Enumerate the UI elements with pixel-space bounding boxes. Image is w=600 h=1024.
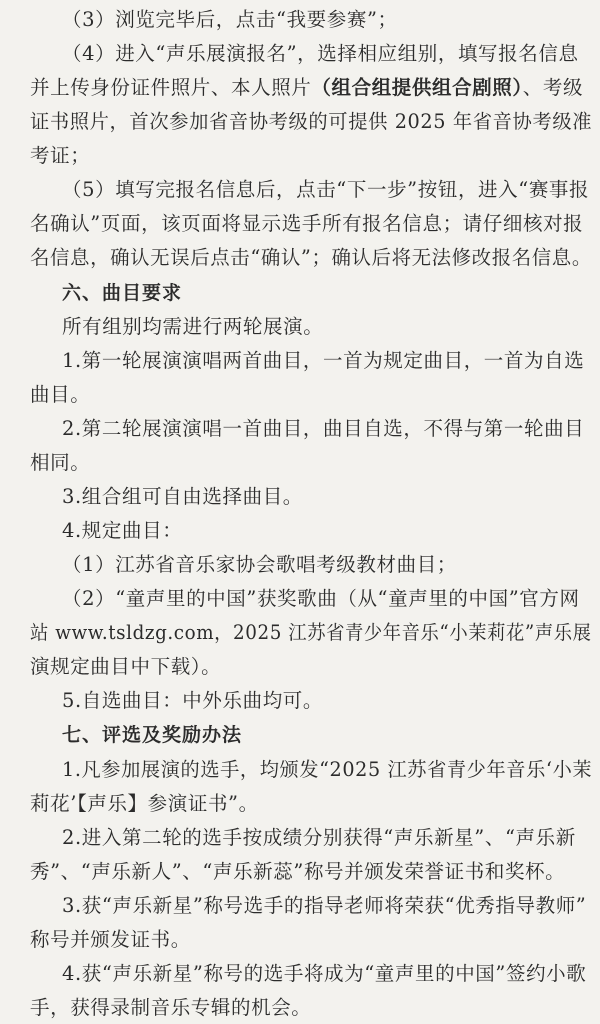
step-4-bold-note: （组合组提供组合剧照） (311, 76, 523, 99)
section-6-item-1-line-2: 曲目。 (30, 383, 91, 406)
section-6-item-4-sub-2-line-3: 演规定曲目中下载）。 (30, 655, 222, 678)
step-5-line-3: 名信息，确认无误后点击“确认”；确认后将无法修改报名信息。 (30, 246, 592, 269)
step-3-text: （3）浏览完毕后，点击“我要参赛”； (62, 8, 398, 31)
section-6-item-1-line-1: 1.第一轮展演演唱两首曲目，一首为规定曲目，一首为自选 (62, 349, 585, 372)
section-7-item-4-line-1: 4.获“声乐新星”称号的选手将成为“童声里的中国”签约小歌 (62, 962, 587, 985)
section-6-item-4-sub-1: （1）江苏省音乐家协会歌唱考级教材曲目； (62, 553, 457, 576)
section-6-item-2-line-2: 相同。 (30, 451, 91, 474)
section-7-item-2-line-2: 秀”、“声乐新人”、“声乐新蕊”称号并颁发荣誉证书和奖杯。 (30, 860, 566, 883)
section-6-item-5: 5.自选曲目：中外乐曲均可。 (62, 689, 324, 712)
step-4-line-1: （4）进入“声乐展演报名”，选择相应组别，填写报名信息 (62, 42, 579, 65)
step-4-line-2-text-b: 、考级 (522, 76, 584, 99)
step-5-line-1: （5）填写完报名信息后，点击“下一步”按钮，进入“赛事报 (62, 178, 590, 201)
step-4-line-3: 证书照片，首次参加省音协考级的可提供 2025 年省音协考级准 (30, 110, 593, 133)
step-4-line-2 (30, 76, 583, 100)
section-6-item-4-sub-2-line-1: （2）“童声里的中国”获奖歌曲（从“童声里的中国”官方网 (62, 587, 580, 610)
step-4-line-4: 考证； (30, 144, 91, 167)
section-7-item-2-line-1: 2.进入第二轮的选手按成绩分别获得“声乐新星”、“声乐新 (62, 826, 576, 849)
step-5-line-2: 名确认”页面，该页面将显示选手所有报名信息；请仔细核对报 (30, 212, 584, 235)
section-6-item-3: 3.组合组可自由选择曲目。 (62, 485, 303, 508)
section-7-item-3-line-1: 3.获“声乐新星”称号选手的指导老师将荣获“优秀指导教师” (62, 894, 587, 917)
section-6-intro: 所有组别均需进行两轮展演。 (62, 315, 324, 338)
section-7-item-4-line-2: 手，获得录制音乐专辑的机会。 (30, 996, 312, 1019)
step-4-line-2-text-a: 并上传身份证件照片、本人照片 (30, 76, 312, 99)
section-6-item-4-sub-2-line-2: 站 www.tsldzg.com，2025 江苏省青少年音乐“小茉莉花”声乐展 (30, 621, 592, 644)
section-6-item-4: 4.规定曲目： (62, 519, 183, 542)
section-6-heading: 六、曲目要求 (62, 282, 183, 304)
section-7-item-1-line-2: 莉花’【声乐】参演证书”。 (30, 792, 259, 815)
section-7-heading: 七、评选及奖励办法 (62, 724, 243, 746)
section-7-item-1-line-1: 1.凡参加展演的选手，均颁发“2025 江苏省青少年音乐‘小茉 (62, 758, 593, 781)
section-7-item-3-line-2: 称号并颁发证书。 (30, 928, 191, 951)
section-6-item-2-line-1: 2.第二轮展演演唱一首曲目，曲目自选，不得与第一轮曲目 (62, 417, 585, 440)
